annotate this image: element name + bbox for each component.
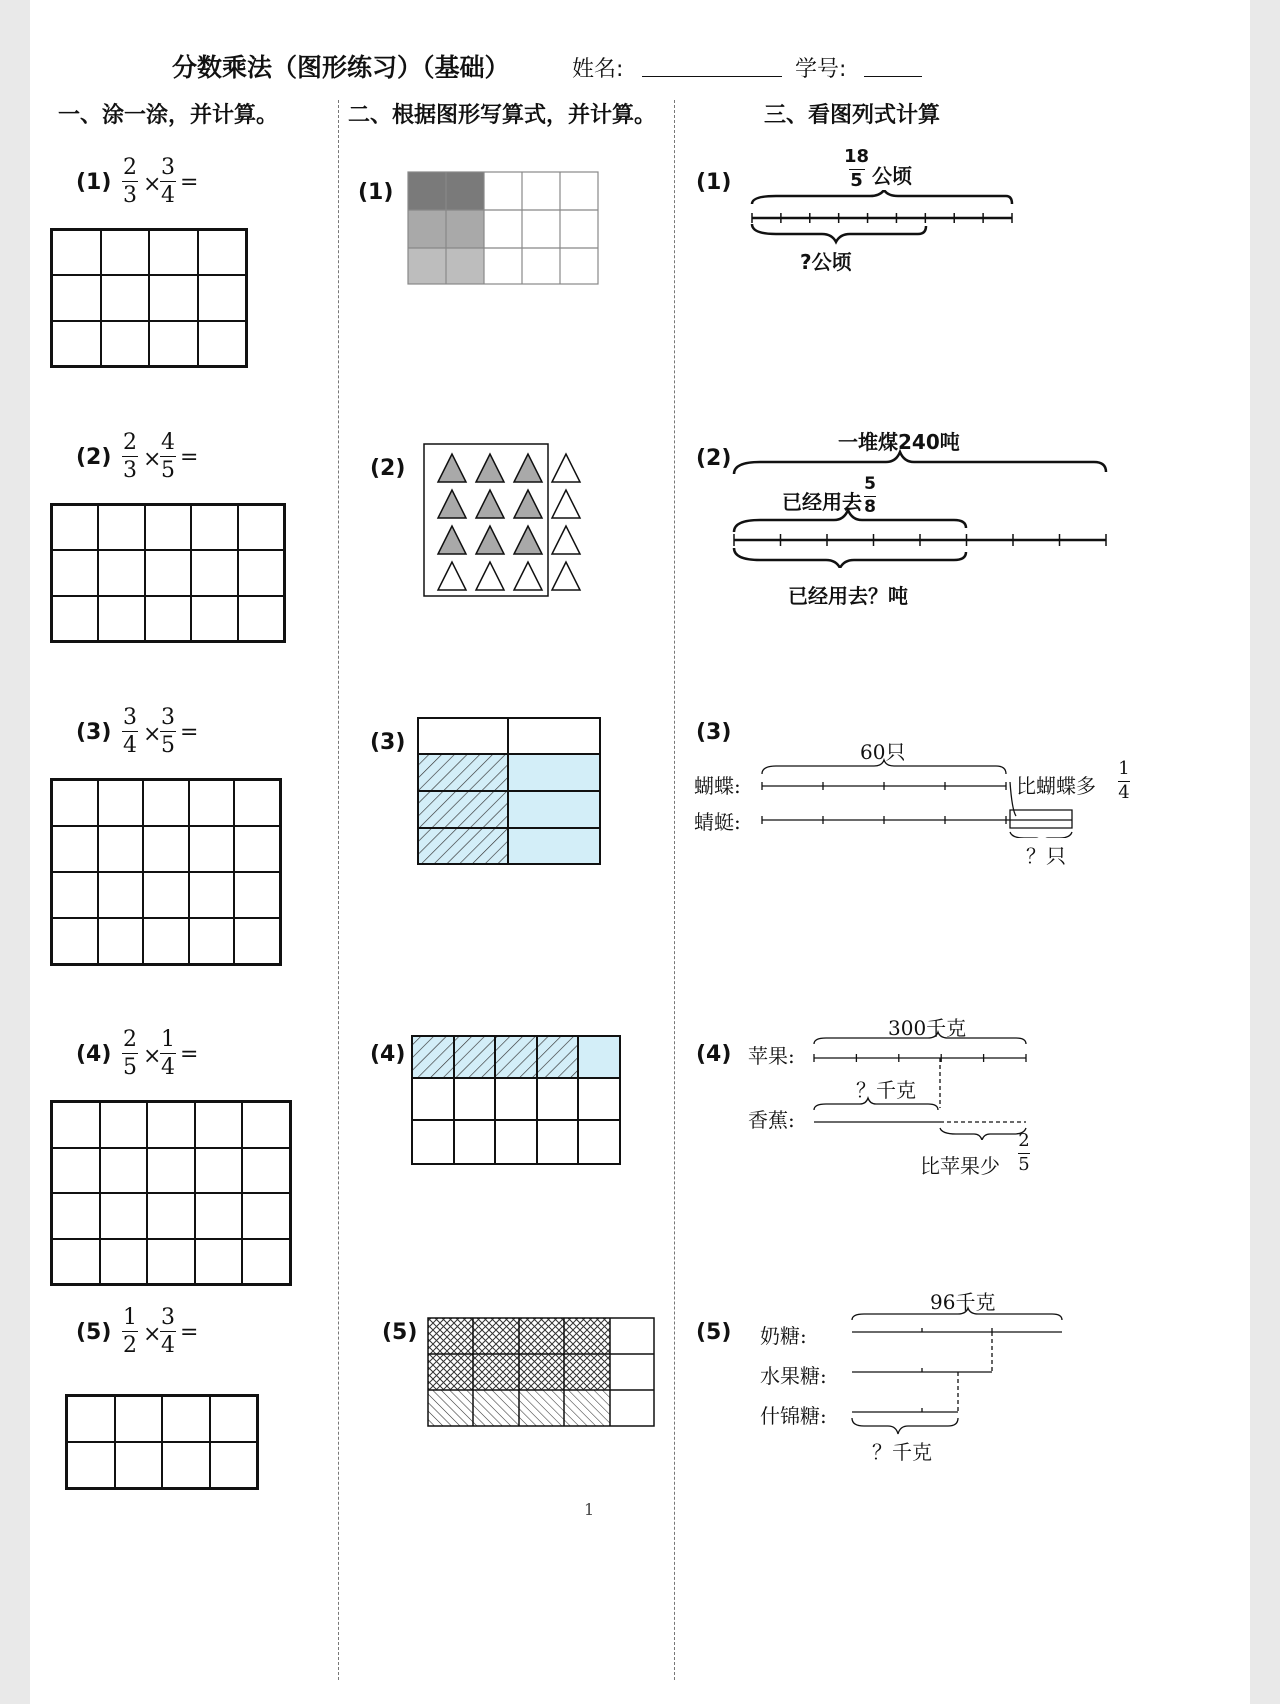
equals-sign: = [180,170,199,195]
grid-cell[interactable] [149,230,198,275]
s3-q2-used-label: 已经用去 [782,490,862,514]
grid-cell[interactable] [147,1102,195,1148]
s1-fraction-a [122,431,138,482]
grid-cell[interactable] [100,1102,148,1148]
numerator: 3 [123,705,137,730]
equals-sign: = [180,720,199,745]
triangle [552,454,580,482]
numerator: 1 [123,1305,137,1330]
grid-cell[interactable] [101,321,150,366]
grid-cell[interactable] [195,1193,243,1239]
grid-cell[interactable] [143,918,189,964]
grid-cell[interactable] [145,505,191,550]
s1-fraction-a [122,1028,138,1079]
grid-cell[interactable] [52,275,101,320]
page-number: 1 [584,1500,595,1519]
s2-q1-number: (1) [358,180,394,205]
denominator: 5 [161,733,175,759]
s3-q3-ask: ？只 [1026,844,1066,868]
denominator: 4 [161,1333,175,1359]
grid-cell[interactable] [195,1102,243,1148]
grid-cell[interactable] [101,230,150,275]
grid-cell[interactable] [189,872,235,918]
grid-cell[interactable] [101,275,150,320]
grid-cell[interactable] [143,826,189,872]
numerator: 1 [161,1027,175,1052]
shaded-triangle [438,526,466,554]
grid-cell[interactable] [143,872,189,918]
s3-q2-used-denominator: 8 [864,496,876,517]
grid-cell[interactable] [198,321,247,366]
grid-cell[interactable] [52,1239,100,1285]
name-label: 姓名: [572,57,624,82]
grid-cell[interactable] [242,1102,290,1148]
denominator: 4 [161,183,175,209]
equals-sign: = [180,445,199,470]
s3-q4-total: 300千克 [888,1016,967,1040]
divider-right [674,100,675,1680]
grid-cell[interactable] [67,1442,115,1488]
grid-cell[interactable] [52,1102,100,1148]
s3-q1-ask: ?公顷 [800,250,852,274]
s1-problem-number: (1) [76,170,112,195]
s3-q5-row3-label: 什锦糖: [760,1404,827,1428]
s1-fraction-b [160,1306,176,1357]
shaded-triangle [438,454,466,482]
s2-q3-number: (3) [370,730,406,755]
s3-q4-diagram [810,1030,1060,1140]
s3-q5-ask: ？千克 [872,1440,932,1464]
s1-shading-grid[interactable] [50,778,282,966]
times-sign: × [143,722,162,747]
section-1-heading: 一、涂一涂，并计算。 [58,103,279,128]
denominator: 3 [123,458,137,484]
grid-cell[interactable] [52,826,98,872]
grid-cell[interactable] [52,550,98,595]
s2-q4-figure [410,1034,622,1168]
s3-q3-more-denominator: 4 [1118,781,1130,803]
grid-cell[interactable] [147,1239,195,1285]
grid-cell[interactable] [145,550,191,595]
s3-q1-total-fraction [844,148,869,191]
s3-q5-row1-label: 奶糖: [760,1324,807,1348]
grid-cell[interactable] [191,596,237,641]
grid-cell[interactable] [162,1396,210,1442]
id-label: 学号: [795,57,847,82]
denominator: 4 [123,733,137,759]
s3-q3-total: 60只 [860,740,906,764]
s3-q5-diagram [848,1306,1072,1446]
s2-q4-number: (4) [370,1042,406,1067]
s1-problem-number: (5) [76,1320,112,1345]
s1-problem-number: (3) [76,720,112,745]
shaded-triangle [514,490,542,518]
grid-cell[interactable] [67,1396,115,1442]
s3-q3-row1-label: 蝴蝶: [694,774,741,798]
denominator: 5 [161,458,175,484]
s3-q4-row1-label: 苹果: [748,1044,795,1068]
grid-cell[interactable] [162,1442,210,1488]
grid-cell[interactable] [98,780,144,826]
s1-fraction-b [160,1028,176,1079]
numerator: 4 [161,430,175,455]
s1-shading-grid[interactable] [50,1100,292,1286]
s3-q1-number: (1) [696,170,732,195]
shaded-triangle [476,490,504,518]
grid-cell[interactable] [149,275,198,320]
grid-cell[interactable] [98,826,144,872]
grid-cell[interactable] [189,780,235,826]
grid-cell[interactable] [52,918,98,964]
s1-fraction-b [160,706,176,757]
grid-cell[interactable] [52,780,98,826]
numerator: 2 [123,430,137,455]
s3-q4-ask: ？千克 [856,1078,916,1102]
grid-cell[interactable] [198,230,247,275]
grid-cell[interactable] [100,1193,148,1239]
s3-q5-number: (5) [696,1320,732,1345]
worksheet-page [30,0,1250,1704]
s3-q4-less-numerator: 2 [1018,1130,1030,1151]
triangle [476,562,504,590]
times-sign: × [143,172,162,197]
denominator: 4 [161,1055,175,1081]
s2-q5-number: (5) [382,1320,418,1345]
s3-q1-total-unit: 公顷 [872,164,912,188]
grid-cell[interactable] [52,872,98,918]
numerator: 2 [123,1027,137,1052]
grid-cell[interactable] [52,321,101,366]
s3-q1-total-denominator: 5 [850,169,863,191]
s3-q3-more-label: 比蝴蝶多 [1016,774,1096,798]
grid-cell[interactable] [234,872,280,918]
grid-cell[interactable] [191,550,237,595]
grid-cell[interactable] [115,1442,163,1488]
s3-q3-more-numerator: 1 [1118,758,1130,779]
equals-sign: = [180,1320,199,1345]
grid-cell[interactable] [98,918,144,964]
s2-q3-figure [416,716,602,868]
grid-cell[interactable] [234,826,280,872]
grid-cell[interactable] [52,1193,100,1239]
grid-cell[interactable] [98,872,144,918]
shaded-triangle [476,526,504,554]
s3-q4-less-denominator: 5 [1018,1153,1030,1175]
s1-fraction-a [122,706,138,757]
numerator: 2 [123,155,137,180]
s1-shading-grid[interactable] [50,503,286,643]
page-title: 分数乘法（图形练习）（基础） [172,53,510,82]
grid-cell[interactable] [210,1396,258,1442]
grid-cell[interactable] [147,1148,195,1194]
triangle [514,562,542,590]
name-blank-line [642,76,782,77]
shaded-triangle [514,454,542,482]
divider-left [338,100,339,1680]
grid-cell[interactable] [191,505,237,550]
s1-problem-number: (4) [76,1042,112,1067]
grid-cell[interactable] [198,275,247,320]
grid-cell[interactable] [52,230,101,275]
shaded-triangle [476,454,504,482]
equals-sign: = [180,1042,199,1067]
triangle [438,562,466,590]
s3-q5-total: 96千克 [930,1290,996,1314]
s1-shading-grid[interactable] [65,1394,259,1490]
s1-fraction-a [122,1306,138,1357]
section-3-heading: 三、看图列式计算 [764,103,941,128]
grid-cell[interactable] [189,918,235,964]
times-sign: × [143,1044,162,1069]
triangle [552,526,580,554]
s1-fraction-a [122,156,138,207]
grid-cell[interactable] [52,596,98,641]
numerator: 3 [161,705,175,730]
grid-cell[interactable] [242,1239,290,1285]
s3-q4-less-label: 比苹果少 [920,1154,1000,1178]
grid-cell[interactable] [145,596,191,641]
grid-cell[interactable] [238,596,284,641]
triangle [552,490,580,518]
grid-cell[interactable] [98,596,144,641]
grid-cell[interactable] [115,1396,163,1442]
s3-q1-diagram [746,190,1016,250]
grid-cell[interactable] [238,505,284,550]
grid-cell[interactable] [98,505,144,550]
s2-q1-figure [406,170,602,286]
times-sign: × [143,1322,162,1347]
s3-q4-row2-label: 香蕉: [748,1108,795,1132]
s3-q3-more-fraction [1118,760,1130,803]
grid-cell[interactable] [100,1148,148,1194]
grid-cell[interactable] [234,780,280,826]
s3-q4-less-fraction [1018,1132,1030,1175]
denominator: 2 [123,1333,137,1359]
shaded-triangle [514,526,542,554]
s2-q2-number: (2) [370,456,406,481]
numerator: 3 [161,1305,175,1330]
times-sign: × [143,447,162,472]
s2-q2-figure [422,440,588,600]
grid-cell[interactable] [52,1148,100,1194]
grid-cell[interactable] [189,826,235,872]
s3-q2-used-numerator: 5 [864,474,876,494]
denominator: 3 [123,183,137,209]
s3-q3-row2-label: 蜻蜓: [694,810,741,834]
grid-cell[interactable] [234,918,280,964]
s2-q5-figure [426,1316,658,1430]
id-blank-line [864,76,922,77]
triangle [552,562,580,590]
grid-cell[interactable] [100,1239,148,1285]
section-2-heading: 二、根据图形写算式，并计算。 [348,103,657,128]
s3-q2-number: (2) [696,446,732,471]
s3-q3-number: (3) [696,720,732,745]
grid-cell[interactable] [143,780,189,826]
shaded-triangle [438,490,466,518]
grid-cell[interactable] [147,1193,195,1239]
s1-shading-grid[interactable] [50,228,248,368]
grid-cell[interactable] [238,550,284,595]
grid-cell[interactable] [242,1148,290,1194]
grid-cell[interactable] [149,321,198,366]
grid-cell[interactable] [210,1442,258,1488]
grid-cell[interactable] [195,1148,243,1194]
denominator: 5 [123,1055,137,1081]
s1-fraction-b [160,431,176,482]
s3-q2-used-fraction [864,476,876,517]
s3-q2-total: 一堆煤240吨 [838,430,960,454]
grid-cell[interactable] [98,550,144,595]
s3-q5-row2-label: 水果糖: [760,1364,827,1388]
s3-q2-ask: 已经用去？吨 [788,584,908,608]
grid-cell[interactable] [52,505,98,550]
s1-problem-number: (2) [76,445,112,470]
s3-q4-number: (4) [696,1042,732,1067]
s3-q1-total-numerator: 18 [844,146,870,167]
numerator: 3 [161,155,175,180]
grid-cell[interactable] [195,1239,243,1285]
s1-fraction-b [160,156,176,207]
grid-cell[interactable] [242,1193,290,1239]
